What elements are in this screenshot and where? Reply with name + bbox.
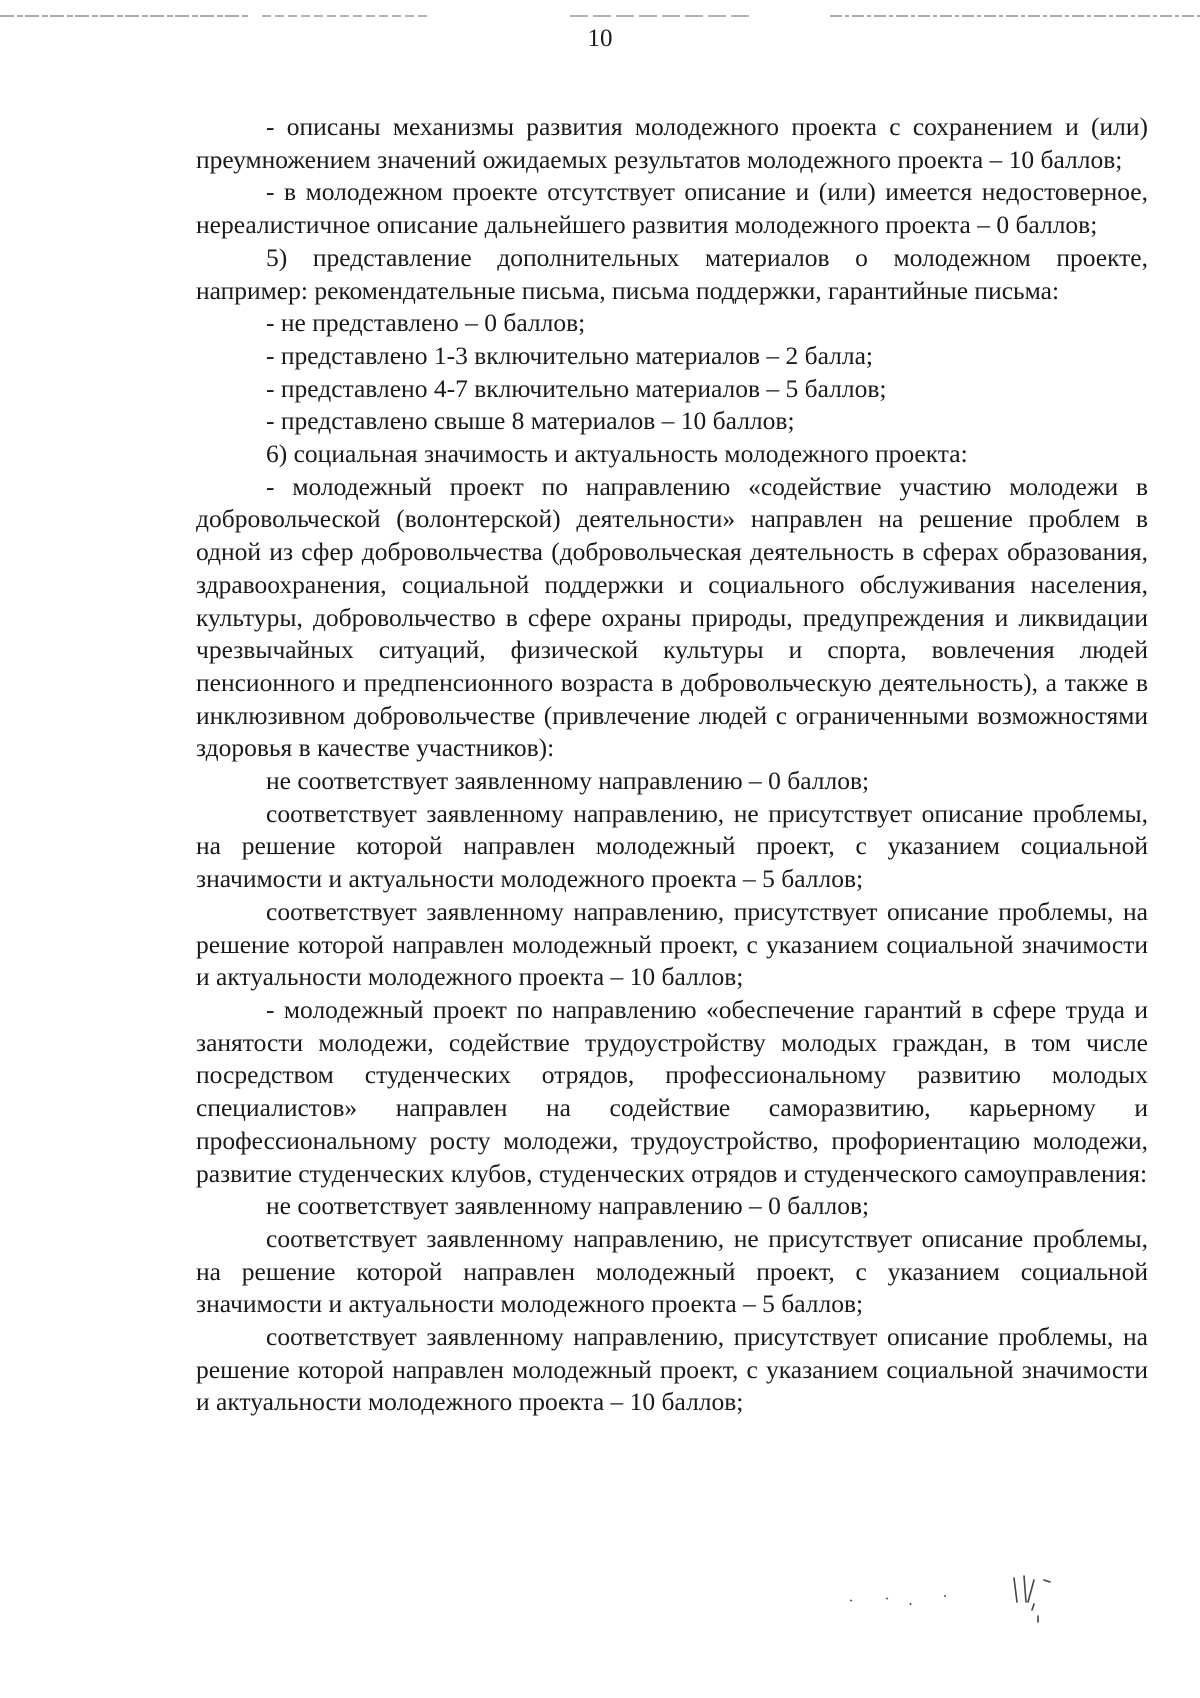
list-item: - представлено 1-3 включительно материалов – 2 балла; <box>266 340 874 370</box>
paragraph: не соответствует заявленному направлению – 0 баллов; <box>266 1191 870 1221</box>
paragraph: соответствует заявленному направлению, не присутствует описание проблемы, на решение которой направлен молодежный проект, с указанием социальной значимости и актуальности молодежного проекта – 5 баллов; <box>196 798 1148 894</box>
list-item: - представлено 4-7 включительно материалов – 5 баллов; <box>266 373 887 403</box>
paragraph: соответствует заявленному направлению, не присутствует описание проблемы, на решение которой направлен молодежный проект, с указанием социальной значимости и актуальности молодежного проекта – 5 баллов; <box>196 1223 1148 1319</box>
paragraph: - в молодежном проекте отсутствует описание и (или) имеется недостоверное, нереалистичное описание дальнейшего развития молодежного проекта – 0 баллов; <box>196 177 1148 240</box>
paragraph: 6) социальная значимость и актуальность молодежного проекта: <box>266 439 968 469</box>
document-body <box>196 111 1148 1419</box>
paragraph: не соответствует заявленному направлению – 0 баллов; <box>266 766 870 796</box>
paragraph: соответствует заявленному направлению, присутствует описание проблемы, на решение которой направлен молодежный проект, с указанием социальной значимости и актуальности молодежного проекта – 10 баллов; <box>196 896 1148 992</box>
paragraph: 5) представление дополнительных материалов о молодежном проекте, например: рекомендательные письма, письма поддержки, гарантийные письма: <box>196 242 1148 305</box>
paragraph: - молодежный проект по направлению «обеспечение гарантий в сфере труда и занятости молодежи, содействие трудоустройству молодых граждан, в том числе посредством студенческих отрядов, профессиональному развитию молодых специалистов» направлен на содействие саморазвитию, карьерному и профессиональному росту молодежи, трудоустройство, профориентацию молодежи, развитие студенческих клубов, студенческих отрядов и студенческого самоуправления: <box>196 994 1148 1188</box>
handwritten-mark <box>848 1574 1068 1634</box>
page-number: 10 <box>587 25 613 52</box>
scan-edge-artifact <box>0 14 1200 18</box>
paragraph: соответствует заявленному направлению, присутствует описание проблемы, на решение которой направлен молодежный проект, с указанием социальной значимости и актуальности молодежного проекта – 10 баллов; <box>196 1322 1148 1417</box>
paragraph: - молодежный проект по направлению «содействие участию молодежи в добровольческой (волонтерской) деятельности» направлен на решение проблем в одной из сфер добровольчества (добровольческая деятельность в сферах образования, здравоохранения, социальной поддержки и социального обслуживания населения, культуры, добровольчество в сфере охраны природы, предупреждения и ликвидации чрезвычайных ситуаций, физической культуры и спорта, вовлечения людей пенсионного и предпенсионного возраста в добровольческую деятельность), а также в инклюзивном добровольчестве (привлечение людей с ограниченными возможностями здоровья в качестве участников): <box>196 471 1148 763</box>
paragraph: - описаны механизмы развития молодежного проекта с сохранением и (или) преумножением значений ожидаемых результатов молодежного проекта – 10 баллов; <box>196 112 1148 174</box>
list-item: - не представлено – 0 баллов; <box>266 308 586 338</box>
list-item: - представлено свыше 8 материалов – 10 баллов; <box>266 406 795 436</box>
